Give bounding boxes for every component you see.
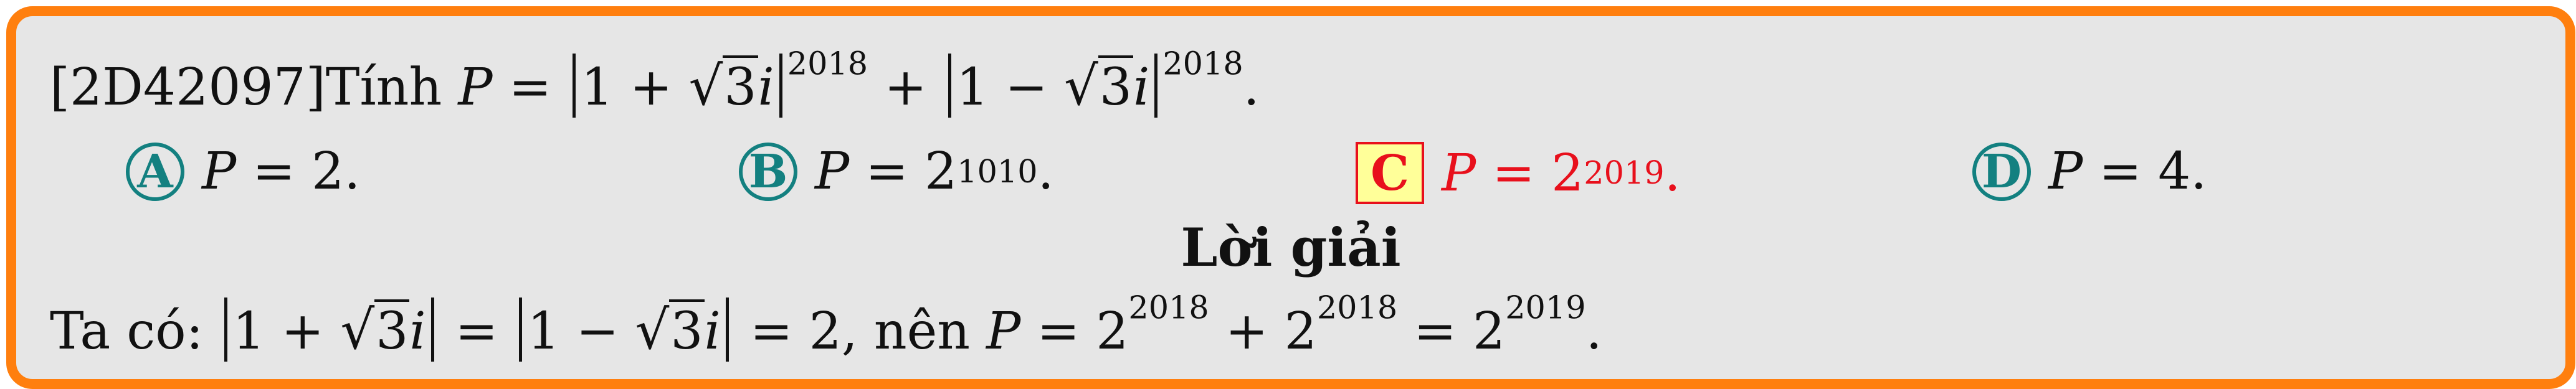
question-var: P xyxy=(458,58,493,117)
option-b-eq: = xyxy=(865,142,908,201)
option-b[interactable]: B P = 2 1010 . xyxy=(739,142,1054,201)
option-d[interactable] xyxy=(1972,142,2207,201)
option-b-rhs: 2 xyxy=(924,142,958,201)
option-c-marker[interactable]: C xyxy=(1356,142,1424,204)
sqrt-symbol: √3 xyxy=(1064,55,1133,118)
exponent: 2018 xyxy=(1162,45,1243,82)
sqrt-symbol: √3 xyxy=(635,299,703,362)
option-d-eq: = xyxy=(2099,142,2142,201)
sqrt-arg: 3 xyxy=(374,299,409,361)
solution-prefix: Ta có: xyxy=(50,302,204,361)
sol-end: . xyxy=(1585,302,1602,361)
imag-unit: i xyxy=(704,302,721,361)
sol-abs2: 1 − xyxy=(527,302,619,361)
term1-open: 1 + xyxy=(581,58,673,117)
option-b-marker[interactable]: B xyxy=(739,143,797,201)
sqrt-arg: 3 xyxy=(669,299,704,361)
exponent: 2018 xyxy=(787,45,868,82)
sol-exp3: 2019 xyxy=(1505,289,1586,326)
abs-bar xyxy=(573,54,576,118)
sqrt-symbol: √3 xyxy=(340,299,409,362)
sol-plus: + xyxy=(1225,302,1268,361)
sqrt-arg: 3 xyxy=(723,55,758,117)
sol-eq1: = xyxy=(455,302,498,361)
option-d-lhs: P xyxy=(2048,142,2083,201)
sqrt-arg: 3 xyxy=(1098,55,1133,117)
sol-base: 2 xyxy=(1284,302,1317,361)
sol-eq4: = xyxy=(1414,302,1457,361)
option-d-rhs: 4. xyxy=(2158,142,2207,201)
solution-title: Lời giải xyxy=(1181,217,1401,278)
sqrt-symbol: √3 xyxy=(688,55,757,118)
abs-bar xyxy=(779,54,782,118)
abs-bar xyxy=(1154,54,1157,118)
sol-base: 2 xyxy=(1096,302,1129,361)
abs-bar xyxy=(726,298,729,362)
option-a-lhs: P xyxy=(202,142,237,201)
abs-bar xyxy=(948,54,951,118)
sol-base: 2 xyxy=(1473,302,1506,361)
option-b-lhs: P xyxy=(815,142,850,201)
sol-exp2: 2018 xyxy=(1316,289,1398,326)
question-end: . xyxy=(1243,58,1260,117)
sol-exp1: 2018 xyxy=(1128,289,1209,326)
sol-eq3: = xyxy=(1037,302,1080,361)
option-a-marker[interactable]: A xyxy=(126,143,184,201)
solution-line xyxy=(50,289,1602,362)
imag-unit: i xyxy=(1133,58,1150,117)
term2-open: 1 − xyxy=(956,58,1048,117)
question-eq: = xyxy=(508,58,552,117)
sol-var: P xyxy=(986,302,1021,361)
question-plus: + xyxy=(884,58,927,117)
imag-unit: i xyxy=(758,58,774,117)
question-frame xyxy=(6,6,2575,389)
question-content xyxy=(16,16,2565,379)
imag-unit: i xyxy=(409,302,426,361)
sol-abs1: 1 + xyxy=(232,302,325,361)
option-a-rhs: 2. xyxy=(311,142,361,201)
option-b-tail: . xyxy=(1037,142,1054,201)
question-line xyxy=(50,45,1260,118)
option-c[interactable]: C P = 2 2019 . xyxy=(1356,142,1681,204)
abs-bar xyxy=(431,298,434,362)
option-c-lhs: P xyxy=(1442,143,1476,203)
option-c-tail: . xyxy=(1664,143,1681,203)
sol-eq2: = 2, nên xyxy=(749,302,971,361)
option-c-eq: = xyxy=(1492,143,1535,203)
option-a[interactable] xyxy=(126,142,360,201)
question-intro: Tính xyxy=(325,58,442,117)
option-a-eq: = xyxy=(252,142,295,201)
abs-bar xyxy=(224,298,227,362)
option-d-marker[interactable]: D xyxy=(1972,143,2031,201)
option-c-rhs: 2 xyxy=(1551,143,1584,203)
question-code: [2D42097] xyxy=(50,58,326,117)
abs-bar xyxy=(519,298,522,362)
